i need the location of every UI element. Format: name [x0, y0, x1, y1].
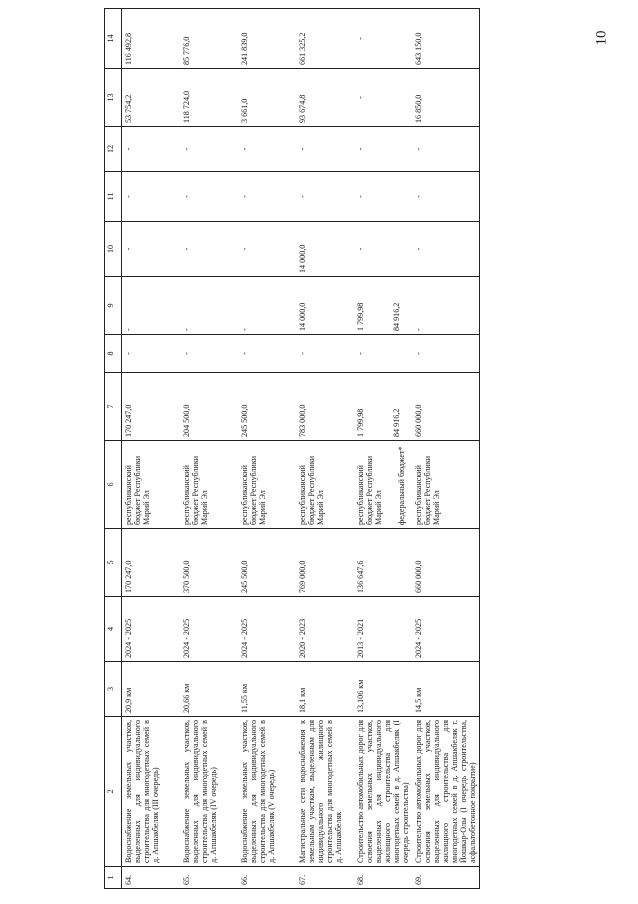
col14-cell: - — [354, 9, 412, 69]
col13-cell: 93 674,8 — [296, 69, 354, 127]
col11-cell: - — [122, 172, 180, 222]
col9-value: - — [413, 328, 423, 331]
total-cell — [238, 373, 296, 441]
total-value: 84 916,2 — [391, 408, 401, 437]
col9-value: - — [181, 328, 191, 331]
funding-source: республиканский бюджет Республики Марий Эл — [124, 455, 152, 525]
funding-source-cell — [412, 441, 480, 529]
period-cell: 2024 - 2025 — [180, 597, 238, 662]
col8-cell: - — [238, 335, 296, 373]
object-name: Магистральные сети водоснабжения к земельным участкам, выделенным для индивидуального жилищного строительства для многодетных семей в д. Апшакбеляк — [296, 717, 354, 867]
funding-source: республиканский бюджет Республики Марий Эл — [297, 455, 325, 525]
col11-cell: - — [296, 172, 354, 222]
total-value: 1 799,98 — [355, 408, 365, 437]
col9-value: - — [124, 328, 133, 331]
table-row — [122, 9, 180, 889]
total-cell — [296, 373, 354, 441]
funding-source: республиканский бюджет Республики Марий Эл — [355, 455, 383, 525]
object-name: Строительство автомобильных дорог для освоения земельных участков, выделенных для индивидуального жилищного строительства для многодетных семей в д. Апшакбеляк г. Йошкар-Олы (I очередь строительства, асфальтобетонное покрытие) — [412, 717, 480, 867]
funding-source: республиканский бюджет Республики Марий Эл — [181, 455, 209, 525]
col13-cell: 118 724,0 — [180, 69, 238, 127]
col11-cell: - — [412, 172, 480, 222]
col14-cell: 116 492,8 — [122, 9, 180, 69]
col12-cell: - — [238, 127, 296, 172]
col9-value: 14 000,0 — [297, 302, 307, 331]
capacity-cell: 14,5 км — [412, 662, 480, 717]
table-row — [296, 9, 354, 889]
total-value: 170 247,0 — [124, 404, 133, 437]
period-cell: 2024 - 2025 — [238, 597, 296, 662]
object-name: Водоснабжение земельных участков, выделенных для индивидуального строительства для многодетных семей в д. Апшакбеляк (IV очередь) — [180, 717, 238, 867]
col9-value: 84 916,2 — [391, 302, 401, 331]
column-header: 7 — [105, 373, 122, 441]
capacity-cell: 20,9 км — [122, 662, 180, 717]
funding-source: федеральный бюджет* — [396, 446, 406, 525]
spacer — [383, 444, 397, 525]
col9-cell — [238, 277, 296, 335]
col10-cell: - — [180, 222, 238, 277]
col9-cell — [122, 277, 180, 335]
col12-cell: - — [180, 127, 238, 172]
column-header: 6 — [105, 441, 122, 529]
col9-cell — [180, 277, 238, 335]
total-value: 204 500,0 — [181, 404, 191, 437]
row-number: 69. — [412, 867, 480, 889]
object-name: Строительство автомобильных дорог для освоения земельных участков, выделенных для индивидуального жилищного строительства для многодетных семей в д. Апшакбеляк (I очередь строительства) — [354, 717, 412, 867]
spacer — [365, 376, 392, 437]
total-value: 660 000,0 — [413, 404, 423, 437]
col10-cell: - — [354, 222, 412, 277]
col9-cell — [296, 277, 354, 335]
col9-value: 1 799,98 — [355, 302, 365, 331]
column-header: 13 — [105, 69, 122, 127]
total-cell — [354, 373, 412, 441]
column-number-row — [105, 9, 122, 889]
funding-source-cell — [296, 441, 354, 529]
col13-cell: 53 754,2 — [122, 69, 180, 127]
period-cell: 2020 - 2023 — [296, 597, 354, 662]
funding-source: республиканский бюджет Республики Марий Эл — [413, 455, 441, 525]
period-cell: 2024 - 2025 — [412, 597, 480, 662]
funding-source-cell — [238, 441, 296, 529]
object-name: Водоснабжение земельных участков, выделенных для индивидуального строительства для многодетных семей в д. Апшакбеляк (V очередь) — [238, 717, 296, 867]
column-header: 2 — [105, 717, 122, 867]
page-number: 10 — [593, 30, 610, 46]
col8-cell: - — [354, 335, 412, 373]
col13-cell: 16 850,0 — [412, 69, 480, 127]
column-header: 1 — [105, 867, 122, 889]
cost-cell: 170 247,0 — [122, 529, 180, 597]
col8-cell: - — [296, 335, 354, 373]
column-header: 9 — [105, 277, 122, 335]
total-cell — [180, 373, 238, 441]
col12-cell: - — [412, 127, 480, 172]
col11-cell: - — [180, 172, 238, 222]
cost-cell: 136 647,6 — [354, 529, 412, 597]
funding-source-cell — [122, 441, 180, 529]
col14-cell: 643 150,0 — [412, 9, 480, 69]
capacity-cell: 13,106 км — [354, 662, 412, 717]
column-header: 5 — [105, 529, 122, 597]
capacity-cell: 11,55 км — [238, 662, 296, 717]
rotated-page-content — [104, 9, 544, 889]
column-header: 11 — [105, 172, 122, 222]
col10-cell: - — [122, 222, 180, 277]
total-cell — [122, 373, 180, 441]
row-number: 67. — [296, 867, 354, 889]
period-cell: 2013 - 2021 — [354, 597, 412, 662]
col10-cell: - — [412, 222, 480, 277]
col13-cell: - — [354, 69, 412, 127]
col9-cell — [412, 277, 480, 335]
row-number: 65. — [180, 867, 238, 889]
table-row — [238, 9, 296, 889]
col9-cell — [354, 277, 412, 335]
cost-cell: 245 500,0 — [238, 529, 296, 597]
column-header: 12 — [105, 127, 122, 172]
col10-cell: 14 000,0 — [296, 222, 354, 277]
column-header: 14 — [105, 9, 122, 69]
capacity-cell: 20,66 км — [180, 662, 238, 717]
funding-source: республиканский бюджет Республики Марий Эл — [239, 455, 267, 525]
col11-cell: - — [354, 172, 412, 222]
col9-value: - — [239, 328, 249, 331]
row-number: 64. — [122, 867, 180, 889]
total-value: 245 500,0 — [239, 404, 249, 437]
col11-cell: - — [238, 172, 296, 222]
column-header: 4 — [105, 597, 122, 662]
investment-program-table — [104, 8, 480, 889]
cost-cell: 660 000,0 — [412, 529, 480, 597]
row-number: 66. — [238, 867, 296, 889]
col14-cell: 661 325,2 — [296, 9, 354, 69]
cost-cell: 370 500,0 — [180, 529, 238, 597]
table-header — [105, 9, 122, 889]
col14-cell: 85 776,0 — [180, 9, 238, 69]
column-header: 8 — [105, 335, 122, 373]
table-row — [412, 9, 480, 889]
column-header: 3 — [105, 662, 122, 717]
cost-cell: 769 000,0 — [296, 529, 354, 597]
table-row — [354, 9, 412, 889]
total-cell — [412, 373, 480, 441]
col13-cell: 3 661,0 — [238, 69, 296, 127]
column-header: 10 — [105, 222, 122, 277]
col8-cell: - — [412, 335, 480, 373]
col12-cell: - — [296, 127, 354, 172]
object-name: Водоснабжение земельных участков, выделенных для индивидуального строительства для многодетных семей в д. Апшакбеляк (III очередь) — [122, 717, 180, 867]
col8-cell: - — [180, 335, 238, 373]
col12-cell: - — [354, 127, 412, 172]
table-row — [180, 9, 238, 889]
period-cell: 2024 - 2025 — [122, 597, 180, 662]
col8-cell: - — [122, 335, 180, 373]
funding-source-cell — [354, 441, 412, 529]
spacer — [365, 280, 392, 331]
col14-cell: 241 839,0 — [238, 9, 296, 69]
col12-cell: - — [122, 127, 180, 172]
row-number: 68. — [354, 867, 412, 889]
col10-cell: - — [238, 222, 296, 277]
capacity-cell: 18,1 км — [296, 662, 354, 717]
total-value: 783 000,0 — [297, 404, 307, 437]
funding-source-cell — [180, 441, 238, 529]
